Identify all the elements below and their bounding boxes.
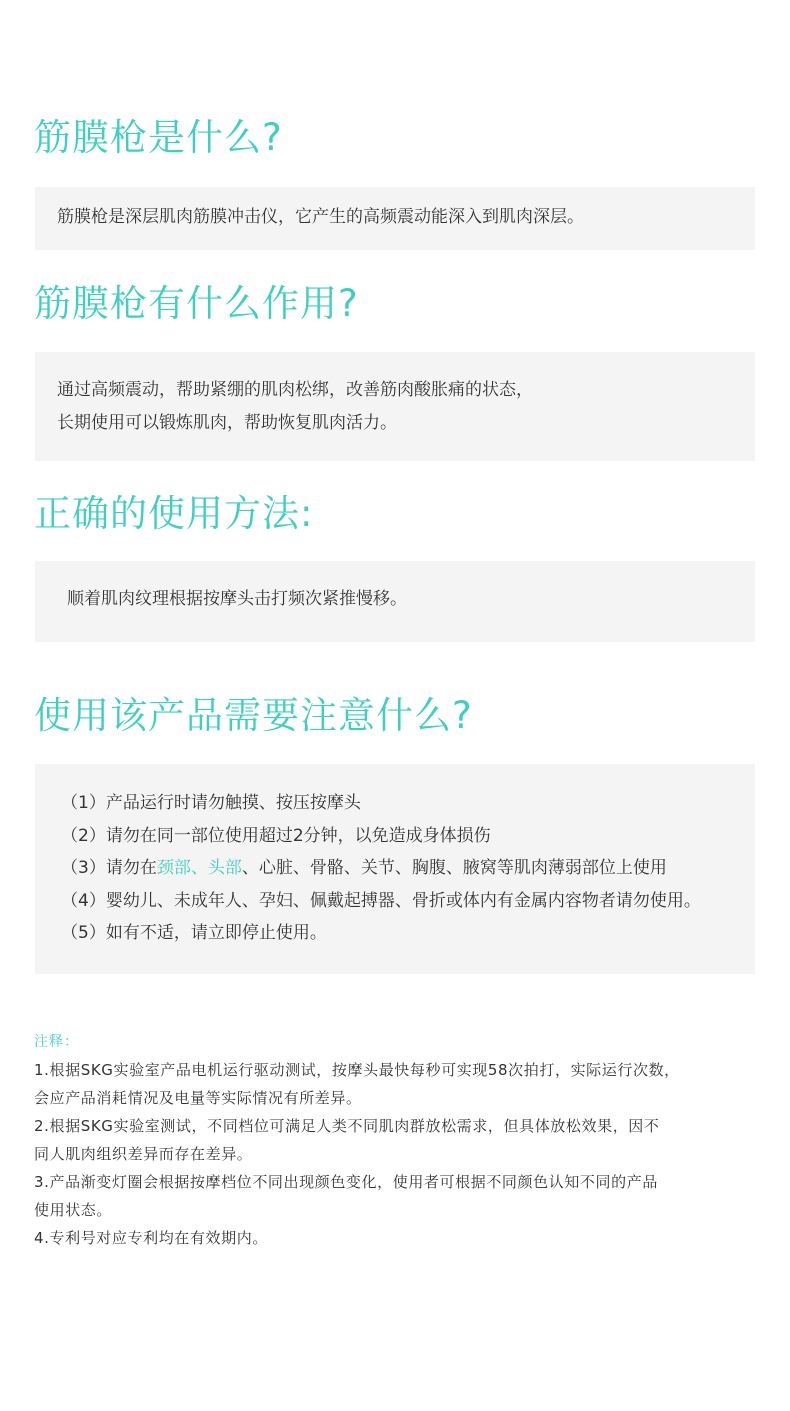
text-line: 通过高频震动，帮助紧绷的肌肉松绑，改善筋肉酸胀痛的状态， <box>57 380 533 400</box>
section-text: 顺着肌肉纹理根据按摩头击打频次紧推慢移。 <box>67 589 407 609</box>
section-heading-usage: 正确的使用方法: <box>34 492 314 535</box>
section-box-what-is <box>35 187 755 250</box>
note-line: 2.根据SKG实验室测试，不同档位可满足人类不同肌肉群放松需求，但具体放松效果，因不 <box>34 1117 660 1135</box>
list-item: （4）婴幼儿、未成年人、孕妇、佩戴起搏器、骨折或体内有金属内容物者请勿使用。 <box>61 890 701 911</box>
section-text: 筋膜枪是深层肌肉筋膜冲击仪，它产生的高频震动能深入到肌肉深层。 <box>57 207 584 227</box>
note-line: 3.产品渐变灯圈会根据按摩档位不同出现颜色变化，使用者可根据不同颜色认知不同的产品 <box>34 1173 658 1191</box>
note-line: 使用状态。 <box>34 1201 113 1219</box>
section-box-precautions <box>35 764 755 974</box>
notes <box>34 1030 754 1252</box>
list-item: （5）如有不适，请立即停止使用。 <box>61 923 327 943</box>
section-text <box>57 374 533 440</box>
list-item-highlight: 颈部、头部 <box>156 858 242 878</box>
notes-body <box>34 1056 754 1252</box>
note-line: 4.专利号对应专利均在有效期内。 <box>34 1229 268 1247</box>
list-item: （2）请勿在同一部位使用超过2分钟，以免造成身体损伤 <box>61 825 491 846</box>
note-line: 同人肌肉组织差异而存在差异。 <box>34 1145 253 1163</box>
section-heading-what-is: 筋膜枪是什么? <box>34 116 283 159</box>
precautions-list <box>61 787 701 950</box>
section-box-usage <box>35 561 755 642</box>
list-item: （1）产品运行时请勿触摸、按压按摩头 <box>61 793 361 813</box>
section-heading-precautions: 使用该产品需要注意什么? <box>34 694 473 737</box>
list-item <box>61 852 701 885</box>
list-item-prefix: （3）请勿在 <box>61 858 157 878</box>
section-heading-function: 筋膜枪有什么作用? <box>34 282 359 325</box>
list-item-suffix: 、心脏、骨骼、关节、胸腹、腋窝等肌肉薄弱部位上使用 <box>241 858 667 878</box>
section-box-function <box>35 352 755 461</box>
notes-title: 注释： <box>34 1034 79 1050</box>
text-line: 长期使用可以锻炼肌肉，帮助恢复肌肉活力。 <box>57 413 397 433</box>
note-line: 会应产品消耗情况及电量等实际情况有所差异。 <box>34 1089 362 1107</box>
note-line: 1.根据SKG实验室产品电机运行驱动测试，按摩头最快每秒可实现58次拍打，实际运行次数， <box>34 1061 680 1079</box>
